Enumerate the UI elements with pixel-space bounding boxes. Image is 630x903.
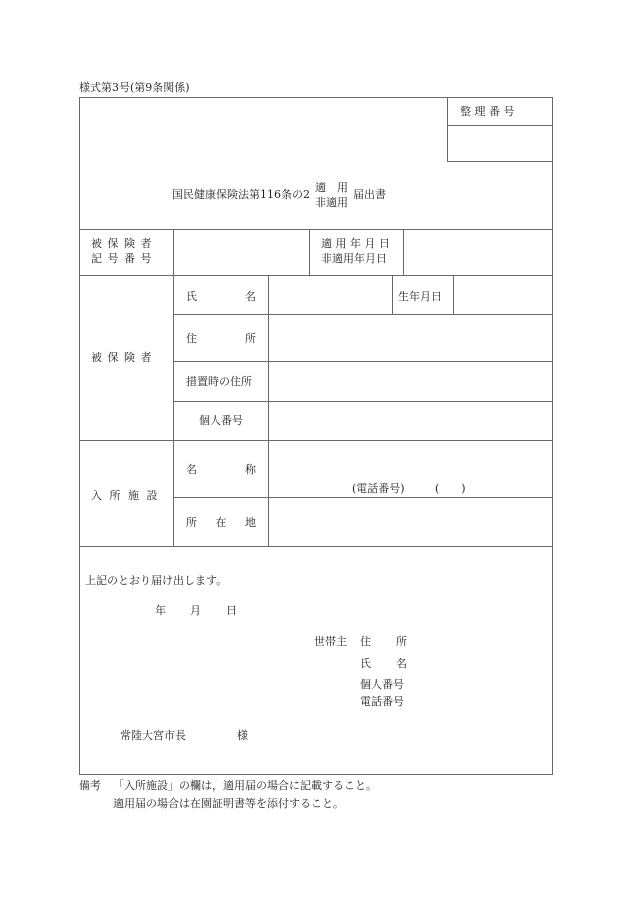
facility-section-label: 入 所 施 設 (91, 489, 160, 502)
insured-section-label: 被 保 険 者 (91, 351, 153, 364)
householder-label: 世帯主 (314, 635, 347, 648)
declaration-statement: 上記のとおり届け出します。 (85, 574, 228, 587)
householder-address-label: 住 所 (360, 635, 407, 648)
facility-phone-label: (電話番号) (352, 482, 405, 495)
date-month-label: 月 (190, 604, 201, 617)
facility-name-input[interactable] (269, 441, 552, 476)
facility-phone-parens[interactable]: ( ) (435, 482, 466, 495)
insured-number-label-1: 被 保 険 者 (91, 237, 153, 250)
personal-number-input[interactable] (269, 402, 552, 439)
facility-location-input[interactable] (269, 498, 552, 545)
divider (173, 229, 174, 546)
notes-line-2: 適用届の場合は在園証明書等を添付すること。 (113, 797, 344, 810)
insured-address-label: 住 所 (186, 332, 256, 345)
title-suffix: 届出書 (353, 188, 386, 201)
divider (392, 275, 393, 314)
apply-date-input[interactable] (404, 230, 552, 274)
insured-name-label: 氏 名 (186, 290, 256, 303)
personal-number-label: 個人番号 (199, 414, 243, 427)
insured-number-label-2: 記 号 番 号 (91, 252, 153, 265)
householder-phone-label: 電話番号 (360, 695, 404, 708)
date-day-label: 日 (226, 604, 237, 617)
addressee: 常陸大宮市長 (120, 729, 186, 742)
divider (79, 546, 553, 547)
notes-line-1: 「入所施設」の欄は，適用届の場合に記載すること。 (113, 779, 377, 792)
form-number: 様式第3号(第9条関係) (79, 81, 190, 94)
notes-label: 備考 (79, 779, 101, 792)
householder-name-label: 氏 名 (360, 657, 407, 670)
insured-number-input[interactable] (174, 230, 308, 274)
title-option-apply[interactable]: 適 用 (315, 181, 348, 194)
facility-location-label: 所 在 地 (186, 516, 256, 529)
title-option-nonapply[interactable]: 非適用 (315, 196, 348, 209)
divider (309, 229, 310, 275)
seiri-bango-label: 整 理 番 号 (460, 105, 515, 118)
apply-date-label-1: 適 用 年 月 日 (321, 237, 390, 250)
birth-date-input[interactable] (454, 276, 552, 313)
date-year-label: 年 (155, 604, 166, 617)
facility-name-label: 名 称 (186, 463, 256, 476)
honorific: 様 (237, 729, 248, 742)
seiri-bango-input[interactable] (448, 126, 552, 161)
measure-address-input[interactable] (269, 362, 552, 400)
insured-name-input[interactable] (269, 276, 391, 313)
title-prefix: 国民健康保険法第116条の2 (172, 188, 310, 201)
birth-date-label: 生年月日 (398, 290, 442, 303)
householder-personal-number-label: 個人番号 (360, 678, 404, 691)
apply-date-label-2: 非適用年月日 (321, 252, 387, 265)
insured-address-input[interactable] (269, 315, 552, 360)
measure-address-label: 措置時の住所 (186, 375, 252, 388)
